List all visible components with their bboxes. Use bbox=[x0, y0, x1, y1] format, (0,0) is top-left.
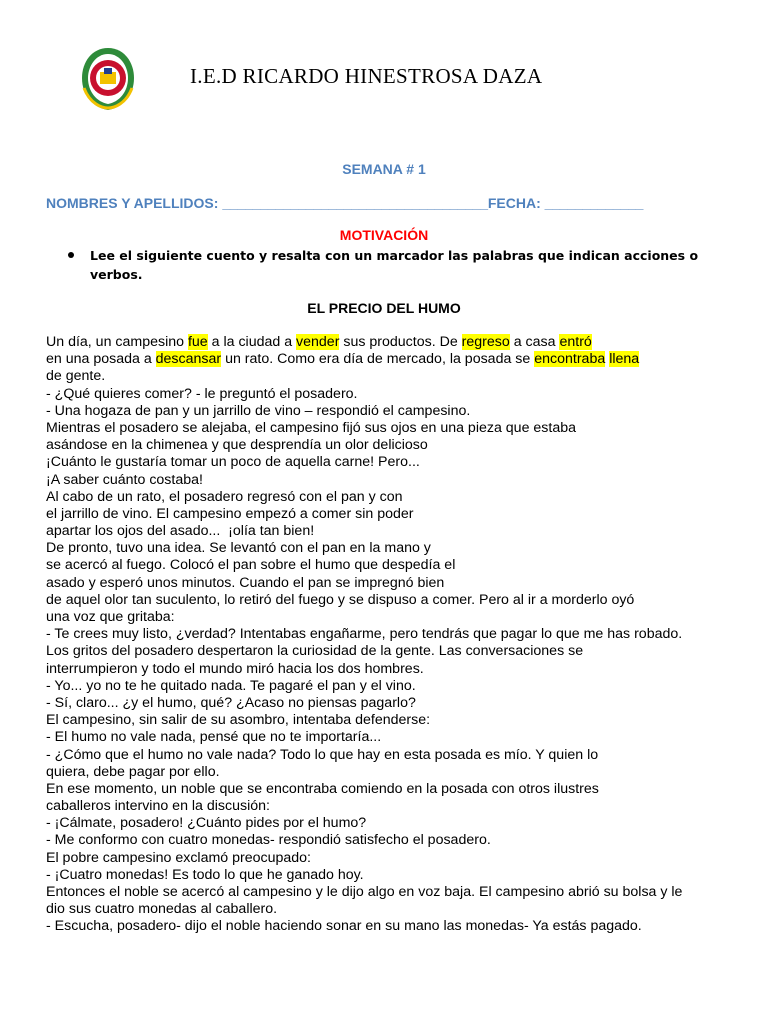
story-line bbox=[46, 781, 746, 798]
story-line bbox=[46, 815, 746, 832]
story-line bbox=[46, 764, 746, 781]
names-blank[interactable]: ___________________________________ bbox=[222, 195, 488, 211]
highlighted-verb: regreso bbox=[461, 334, 510, 350]
story-text: el jarrillo de vino. El campesino empezó a comer sin poder bbox=[46, 505, 414, 522]
story-text: Los gritos del posadero despertaron la curiosidad de la gente. Las conversaciones se bbox=[46, 643, 584, 660]
story-text: El pobre campesino exclamó preocupado: bbox=[46, 849, 311, 866]
story-text: - Yo... yo no te he quitado nada. Te pagaré el pan y el vino. bbox=[46, 677, 416, 694]
story-line bbox=[46, 626, 746, 643]
story-line bbox=[46, 832, 746, 849]
story-text: asado y esperó unos minutos. Cuando el pan se impregnó bien bbox=[46, 574, 445, 591]
story-text: - ¡Cuatro monedas! Es todo lo que he ganado hoy. bbox=[46, 866, 364, 883]
story-text: Un día, un campesino bbox=[46, 334, 188, 350]
story-text: - Sí, claro... ¿y el humo, qué? ¿Acaso no piensas pagarlo? bbox=[46, 694, 416, 711]
story-text: - Escucha, posadero- dijo el noble haciendo sonar en su mano las monedas- Ya estás pagado. bbox=[46, 918, 642, 935]
story-text: sus productos. De bbox=[339, 334, 462, 350]
story-line bbox=[46, 798, 746, 815]
story-text: - ¡Cálmate, posadero! ¿Cuánto pides por el humo? bbox=[46, 815, 367, 832]
story-text: - ¿Qué quieres comer? - le preguntó el posadero. bbox=[46, 385, 358, 402]
highlighted-verb: vender bbox=[296, 334, 340, 350]
story-line bbox=[46, 334, 746, 351]
bullet-icon bbox=[68, 252, 74, 258]
story-line bbox=[46, 592, 746, 609]
story-text: apartar los ojos del asado... ¡olía tan bien! bbox=[46, 523, 315, 540]
story-line bbox=[46, 712, 746, 729]
story-line bbox=[46, 437, 746, 454]
section-title: MOTIVACIÓN bbox=[339, 227, 429, 243]
highlighted-verb: llena bbox=[609, 351, 640, 368]
story-text: a la ciudad a bbox=[207, 334, 297, 350]
names-label: NOMBRES Y APELLIDOS: bbox=[46, 195, 223, 211]
story-text: de gente. bbox=[46, 368, 106, 385]
story-text: se acercó al fuego. Colocó el pan sobre el humo que despedía el bbox=[46, 557, 456, 574]
story-line bbox=[46, 454, 746, 471]
story-line bbox=[46, 729, 746, 746]
story-line bbox=[46, 575, 746, 592]
story-text: dio sus cuatro monedas al caballero. bbox=[46, 901, 278, 918]
date-blank[interactable]: _____________ bbox=[544, 195, 644, 211]
school-title: I.E.D RICARDO HINESTROSA DAZA bbox=[190, 64, 543, 88]
story-line bbox=[46, 351, 746, 368]
week-label: SEMANA # 1 bbox=[342, 161, 426, 177]
date-label: FECHA: bbox=[487, 195, 545, 211]
story-line bbox=[46, 609, 746, 626]
highlighted-verb: fue bbox=[187, 334, 208, 350]
story-text: De pronto, tuvo una idea. Se levantó con el pan en la mano y bbox=[46, 540, 431, 557]
highlighted-verb: encontraba bbox=[534, 351, 606, 368]
story-line bbox=[46, 386, 746, 403]
story-line bbox=[46, 540, 746, 557]
highlighted-verb: entró bbox=[559, 334, 592, 350]
story-text: a casa bbox=[509, 334, 560, 350]
story-title: EL PRECIO DEL HUMO bbox=[307, 300, 461, 316]
story-text: - Me conformo con cuatro monedas- respondió satisfecho el posadero. bbox=[46, 832, 491, 849]
story-line bbox=[46, 420, 746, 437]
story-line bbox=[46, 747, 746, 764]
story-text: - ¿Cómo que el humo no vale nada? Todo lo que hay en esta posada es mío. Y quien lo bbox=[46, 746, 599, 763]
story-text: Al cabo de un rato, el posadero regresó con el pan y con bbox=[46, 488, 403, 505]
story-line bbox=[46, 523, 746, 540]
story-line bbox=[46, 661, 746, 678]
story-line bbox=[46, 678, 746, 695]
story-text: asándose en la chimenea y que desprendía un olor delicioso bbox=[46, 437, 428, 454]
story-line bbox=[46, 557, 746, 574]
story-line bbox=[46, 867, 746, 884]
instruction-text: Lee el siguiente cuento y resalta con un marcador las palabras que indican acciones o verbos. bbox=[90, 248, 699, 282]
story-text: ¡A saber cuánto costaba! bbox=[46, 471, 203, 488]
story-text: - El humo no vale nada, pensé que no te importaría... bbox=[46, 729, 382, 746]
story-line bbox=[46, 506, 746, 523]
story-text: ¡Cuánto le gustaría tomar un poco de aquella carne! Pero... bbox=[46, 454, 420, 471]
story-text: un rato. Como era día de mercado, la posada se bbox=[221, 351, 535, 368]
story-text: Mientras el posadero se alejaba, el campesino fijó sus ojos en una pieza que estaba bbox=[46, 419, 577, 436]
school-seal-logo bbox=[76, 44, 140, 114]
story-line bbox=[46, 643, 746, 660]
story-text: una voz que gritaba: bbox=[46, 609, 175, 625]
story-text: - Te crees muy listo, ¿verdad? Intentabas engañarme, pero tendrás que pagar lo que me has robado. bbox=[46, 626, 683, 643]
highlighted-verb: descansar bbox=[155, 351, 222, 368]
story-line bbox=[46, 918, 746, 935]
story-text: de aquel olor tan suculento, lo retiró del fuego y se dispuso a comer. Pero al ir a morderlo oyó bbox=[46, 591, 635, 608]
story-text: Entonces el noble se acercó al campesino y le dijo algo en voz baja. El campesino abrió su bolsa y le bbox=[46, 884, 683, 900]
story-line bbox=[46, 403, 746, 420]
story-line bbox=[46, 884, 746, 901]
story-line bbox=[46, 472, 746, 489]
story-text: En ese momento, un noble que se encontraba comiendo en la posada con otros ilustres bbox=[46, 780, 599, 797]
story-line bbox=[46, 695, 746, 712]
story-line bbox=[46, 368, 746, 385]
story-text: - Una hogaza de pan y un jarrillo de vino – respondió el campesino. bbox=[46, 402, 471, 419]
story-body bbox=[46, 334, 746, 936]
story-line bbox=[46, 850, 746, 867]
story-text: quiera, debe pagar por ello. bbox=[46, 763, 220, 780]
story-line bbox=[46, 489, 746, 506]
story-text: El campesino, sin salir de su asombro, intentaba defenderse: bbox=[46, 712, 431, 729]
story-text: en una posada a bbox=[46, 351, 156, 368]
story-text: interrumpieron y todo el mundo miró hacia los dos hombres. bbox=[46, 660, 424, 677]
student-info-line bbox=[46, 195, 643, 211]
story-text: caballeros intervino en la discusión: bbox=[46, 798, 270, 815]
story-line bbox=[46, 901, 746, 918]
